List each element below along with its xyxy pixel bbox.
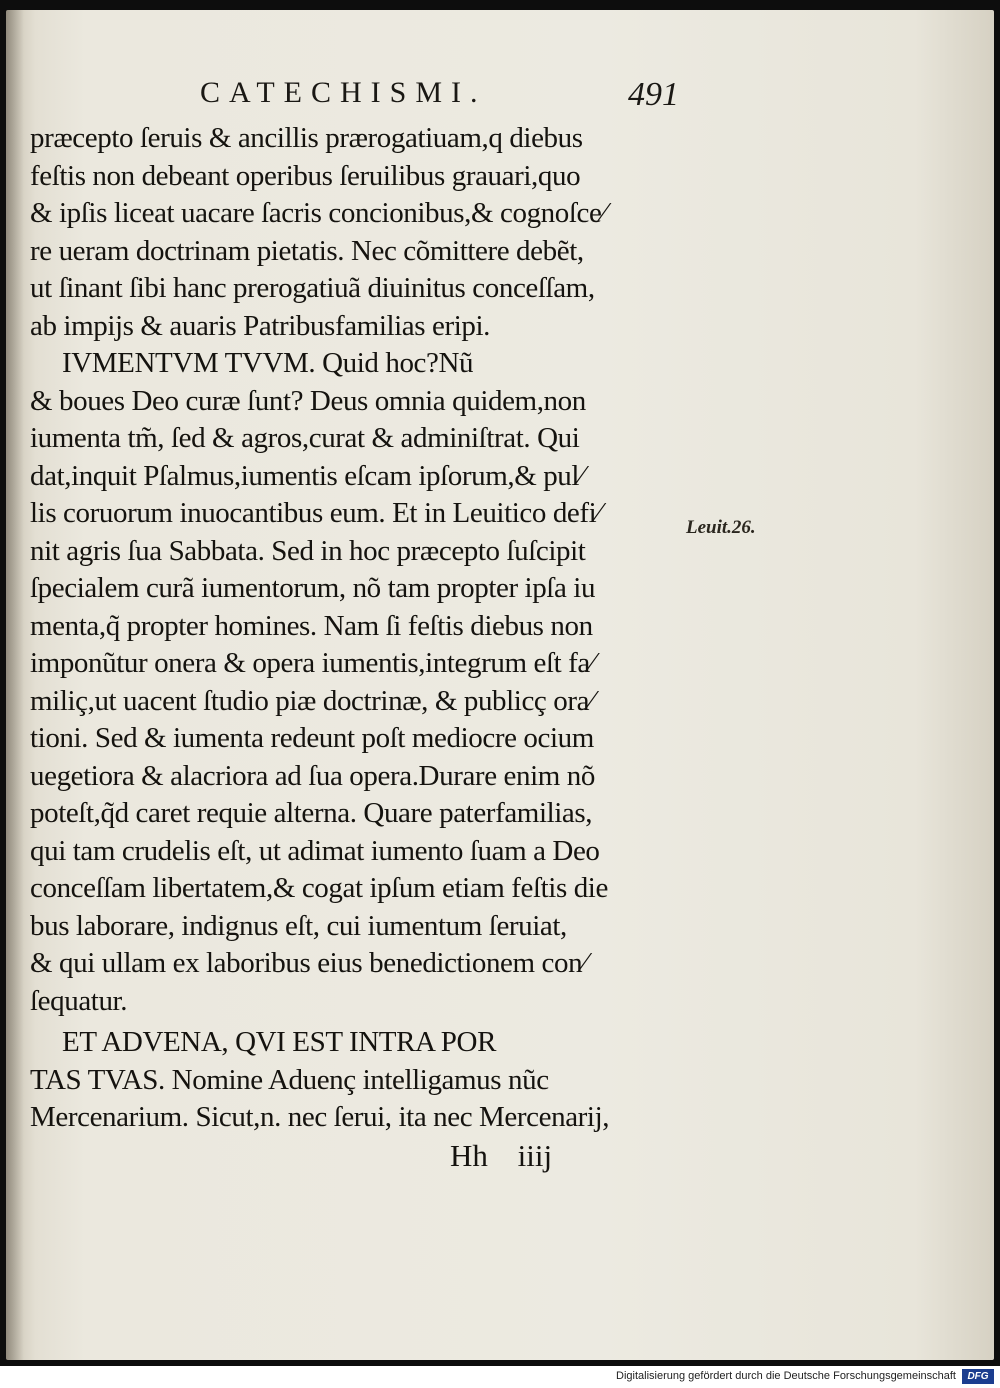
text-line: nit agris ſua Sabbata. Sed in hoc præcepto ſuſcipit — [30, 534, 586, 567]
text-line: menta,q̃ propter homines. Nam ſi feſtis diebus non — [30, 609, 593, 642]
margin-note: Leuit.26. — [686, 517, 756, 538]
text-line: qui tam crudelis eſt, ut adimat iumento ſuam a Deo — [30, 834, 600, 867]
section-heading-line: TAS TVAS. Nomine Aduenç intelligamus nũc — [30, 1063, 549, 1096]
dfg-logo-icon: DFG — [962, 1369, 994, 1384]
text-line: iumenta tm̃, ſed & agros,curat & adminiſtrat. Qui — [30, 422, 580, 454]
text-line: præcepto ſeruis & ancillis prærogatiuam,q diebus — [30, 122, 583, 154]
body-text — [30, 120, 690, 1137]
text-line: poteſt,q̃d caret requie alterna. Quare paterfamilias, — [30, 797, 593, 829]
text-line: miliç,ut uacent ſtudio piæ doctrinæ, & publicç ora⁄ — [30, 684, 594, 717]
text-line: & ipſis liceat uacare ſacris concionibus,& cognoſce⁄ — [30, 197, 606, 229]
text-line: imponũtur onera & opera iumentis,integrum eſt fa⁄ — [30, 647, 595, 679]
section-heading-line: ET ADVENA, QVI EST INTRA POR — [62, 1026, 497, 1058]
gutter-shadow — [6, 10, 24, 1360]
text-line: ut ſinant ſibi hanc prerogatiuã diuinitus conceſſam, — [30, 272, 595, 304]
text-line: ab impijs & auaris Patribusfamilias eripi. — [30, 309, 491, 342]
text-line: tioni. Sed & iumenta redeunt poſt mediocre ocium — [30, 722, 594, 754]
digitization-credit: Digitalisierung gefördert durch die Deutsche Forschungsgemeinschaft — [616, 1370, 956, 1382]
text-line: Mercenarium. Sicut,n. nec ſerui, ita nec Mercenarij, — [30, 1101, 610, 1133]
text-line: bus laborare, indignus eſt, cui iumentum ſeruiat, — [30, 909, 567, 942]
text-line: lis coruorum inuocantibus eum. Et in Leuitico defi⁄ — [30, 497, 601, 529]
running-head: CATECHISMI. — [200, 76, 487, 109]
signature-mark: Hh iiij — [450, 1138, 553, 1173]
section-heading-line: IVMENTVM TVVM. Quid hoc?Nũ — [62, 347, 474, 379]
text-line: re ueram doctrinam pietatis. Nec cõmittere debẽt, — [30, 234, 584, 267]
text-line: conceſſam libertatem,& cogat ipſum etiam feſtis die — [30, 872, 608, 904]
text-line: ſpecialem curã iumentorum, nõ tam propter ipſa iu — [30, 572, 596, 604]
text-line: feſtis non debeant operibus ſeruilibus grauari,quo — [30, 159, 581, 192]
text-line: uegetiora & alacriora ad ſua opera.Durare enim nõ — [30, 759, 595, 792]
text-line: dat,inquit Pſalmus,iumentis eſcam ipſorum,& pul⁄ — [30, 459, 584, 492]
text-line: & qui ullam ex laboribus eius benedictionem con⁄ — [30, 947, 587, 979]
page-number: 491 — [628, 76, 679, 113]
text-line: & boues Deo curæ ſunt? Deus omnia quidem,non — [30, 384, 586, 417]
text-line: ſequatur. — [30, 984, 128, 1017]
